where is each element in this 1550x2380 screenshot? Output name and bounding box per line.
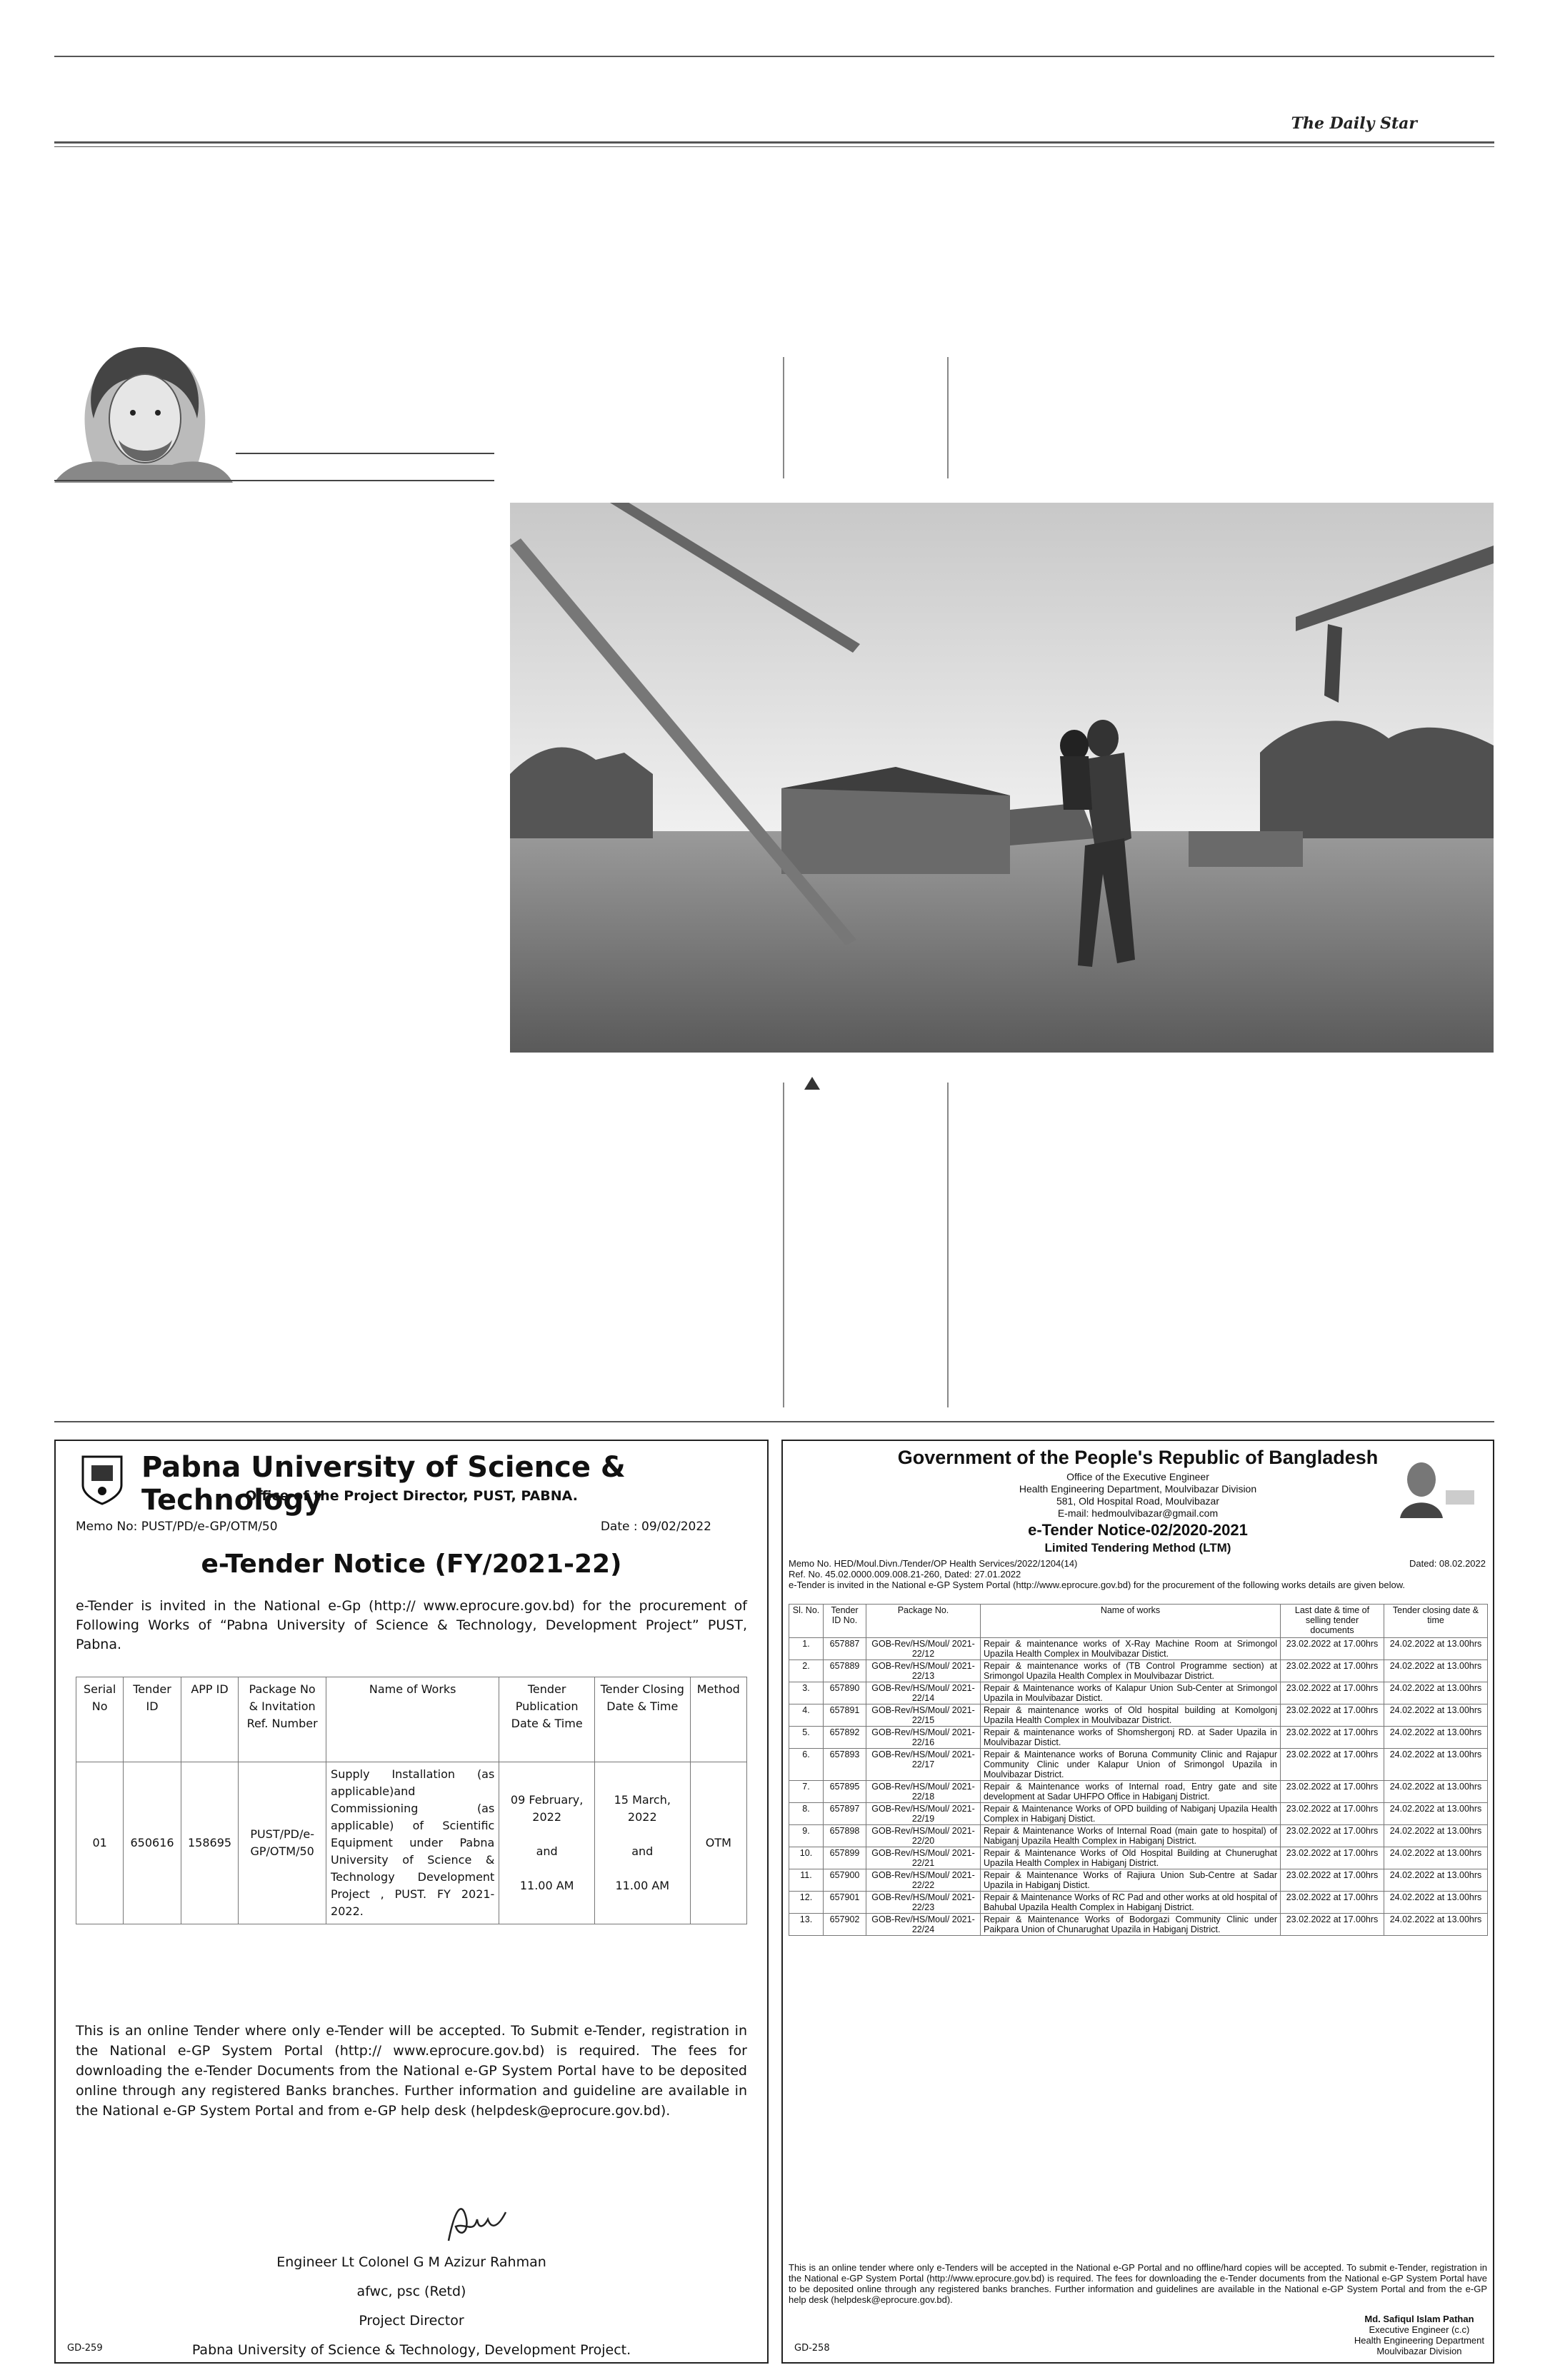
signatory-block: [56, 2248, 767, 2365]
signatory-title: Executive Engineer (c.c): [1369, 2324, 1470, 2335]
address-line: 581, Old Hospital Road, Moulvibazar: [1056, 1495, 1219, 1507]
cell-sl: 2.: [789, 1660, 824, 1682]
memo-date: Dated: 08.02.2022: [1409, 1558, 1486, 1569]
cell-close: 24.02.2022 at 13.00hrs: [1384, 1847, 1488, 1869]
cell-pkg: GOB-Rev/HS/Moul/ 2021-22/18: [866, 1781, 981, 1803]
cell-id: 657898: [824, 1825, 866, 1847]
cell-sl: 4.: [789, 1704, 824, 1727]
cell-sl: 7.: [789, 1781, 824, 1803]
byline-rule: [236, 453, 494, 454]
cell-work: Repair & Maintenance works of Kalapur Union Sub-Center at Srimongol Upazila in Moulvibazar Distict.: [981, 1682, 1281, 1704]
cell-work: Repair & maintenance works of (TB Control Programme section) at Srimongol Upazila Health Complex in Moulvibazar District.: [981, 1660, 1281, 1682]
cell-sl: 6.: [789, 1749, 824, 1781]
cell-id: 657890: [824, 1682, 866, 1704]
cell-pkg: GOB-Rev/HS/Moul/ 2021-22/19: [866, 1803, 981, 1825]
cell-id: 657887: [824, 1638, 866, 1660]
memo-number: Memo No. HED/Moul.Divn./Tender/OP Health Services/2022/1204(14): [789, 1558, 1078, 1569]
close-date: 15 March, 2022: [614, 1793, 671, 1824]
works-table: [789, 1604, 1488, 1936]
office-address: [783, 1471, 1493, 1520]
cell-work: Repair & Maintenance Works of OPD building of Nabiganj Upazila Health Complex in Habiganj Distict.: [981, 1803, 1281, 1825]
table-row: [789, 1704, 1488, 1727]
pub-time: 11.00 AM: [519, 1879, 574, 1892]
address-line: Health Engineering Department, Moulvibazar Division: [1019, 1483, 1257, 1495]
ad-code: GD-259: [67, 2343, 103, 2354]
cell-sl: 13.: [789, 1914, 824, 1936]
pub-and: and: [536, 1844, 558, 1858]
cell-pkg: GOB-Rev/HS/Moul/ 2021-22/13: [866, 1660, 981, 1682]
cell-work: Repair & Maintenance Works of Bodorgazi Community Clinic under Paikpara Union of Chunarughat Upazila in Habiganj District.: [981, 1914, 1281, 1936]
cell-sell: 23.02.2022 at 17.00hrs: [1281, 1727, 1384, 1749]
cell-work: Repair & Maintenance works of Internal road, Entry gate and site development at Sadar UHFPO Office in Habiganj District.: [981, 1781, 1281, 1803]
col-header: Sl. No.: [789, 1605, 824, 1638]
col-header: Name of Works: [326, 1677, 499, 1762]
cell-work: Repair & Maintenance Works of Old Hospital Building at Chunerughat Upazila Health Complex in Habiganj District.: [981, 1847, 1281, 1869]
cell-sl: 1.: [789, 1638, 824, 1660]
cell-serial: 01: [76, 1762, 124, 1924]
cell-pkg: GOB-Rev/HS/Moul/ 2021-22/16: [866, 1727, 981, 1749]
header-rule-thin: [54, 146, 1494, 147]
cell-sell: 23.02.2022 at 17.00hrs: [1281, 1682, 1384, 1704]
cell-sl: 8.: [789, 1803, 824, 1825]
cell-method: OTM: [690, 1762, 746, 1924]
address-line: E-mail: hedmoulvibazar@gmail.com: [1057, 1507, 1219, 1519]
close-and: and: [631, 1844, 654, 1858]
cell-sl: 10.: [789, 1847, 824, 1869]
cell-tender-id: 650616: [124, 1762, 181, 1924]
cell-id: 657900: [824, 1869, 866, 1892]
cell-closing: [594, 1762, 690, 1924]
signatory-name: Md. Safiqul Islam Pathan: [1364, 2314, 1474, 2324]
works-table-body: [789, 1638, 1488, 1936]
memo-number: Memo No: PUST/PD/e-GP/OTM/50: [76, 1520, 278, 1534]
cell-close: 24.02.2022 at 13.00hrs: [1384, 1660, 1488, 1682]
cell-sell: 23.02.2022 at 17.00hrs: [1281, 1781, 1384, 1803]
col-header: Tender Publication Date & Time: [499, 1677, 595, 1762]
cell-id: 657899: [824, 1847, 866, 1869]
cell-work: Repair & Maintenance Works of Internal Road (main gate to hospital) of Nabiganj Upazila Health Complex in Habiganj District.: [981, 1825, 1281, 1847]
cell-pkg: GOB-Rev/HS/Moul/ 2021-22/22: [866, 1869, 981, 1892]
cell-pkg: GOB-Rev/HS/Moul/ 2021-22/12: [866, 1638, 981, 1660]
table-row: [789, 1892, 1488, 1914]
cell-pkg: GOB-Rev/HS/Moul/ 2021-22/23: [866, 1892, 981, 1914]
cell-id: 657893: [824, 1749, 866, 1781]
cell-id: 657889: [824, 1660, 866, 1682]
pub-date: 09 February, 2022: [510, 1793, 584, 1824]
signature-mark: [434, 2198, 520, 2248]
cell-sell: 23.02.2022 at 17.00hrs: [1281, 1914, 1384, 1936]
cell-publication: [499, 1762, 595, 1924]
cell-sell: 23.02.2022 at 17.00hrs: [1281, 1847, 1384, 1869]
cell-work: Repair & maintenance works of Old hospital building at Komolgonj Upazila Health Complex in Moulvibazar District.: [981, 1704, 1281, 1727]
table-header-row: [76, 1677, 747, 1762]
table-row: [789, 1869, 1488, 1892]
notice-title: e-Tender Notice-02/2020-2021: [1028, 1521, 1248, 1539]
byline-rule-2: [54, 480, 494, 481]
cell-id: 657895: [824, 1781, 866, 1803]
ad-title: Pabna University of Science & Technology: [141, 1451, 626, 1517]
flood-photo: [510, 503, 1494, 1053]
table-row: [789, 1682, 1488, 1704]
caption-marker: [804, 1077, 820, 1090]
cell-pkg: GOB-Rev/HS/Moul/ 2021-22/14: [866, 1682, 981, 1704]
cell-close: 24.02.2022 at 13.00hrs: [1384, 1749, 1488, 1781]
notice-intro: e-Tender is invited in the National e-Gp (http:// www.eprocure.gov.bd) for the procurement of Following Works of “Pabna University of Science & Technology, Development Project” PUST, Pabna.: [76, 1598, 747, 1652]
memo-block: [789, 1558, 1487, 1590]
table-row: [789, 1825, 1488, 1847]
header-rule: [54, 141, 1494, 144]
table-row: [789, 1914, 1488, 1936]
col-header: Last date & time of selling tender documents: [1281, 1605, 1384, 1638]
cell-works: Supply Installation (as applicable)and Commissioning (as applicable) of Scientific Equipment under Pabna University of Science & Technology Development Project , PUST. FY 2021-2022.: [326, 1762, 499, 1924]
signatory-dept: Health Engineering Department: [1354, 2335, 1484, 2346]
table-row: [789, 1847, 1488, 1869]
cell-sl: 12.: [789, 1892, 824, 1914]
signatory-division: Moulvibazar Division: [1376, 2346, 1462, 2356]
cell-id: 657901: [824, 1892, 866, 1914]
signatory-org: Pabna University of Science & Technology, Development Project.: [191, 2342, 631, 2358]
ref-number: Ref. No. 45.02.0000.009.008.21-260, Dated: 27.01.2022: [789, 1569, 1021, 1580]
column-divider: [783, 357, 784, 478]
cell-pkg: GOB-Rev/HS/Moul/ 2021-22/17: [866, 1749, 981, 1781]
hed-tender-ad: [781, 1440, 1494, 2364]
col-header: Tender ID No.: [824, 1605, 866, 1638]
cell-id: 657897: [824, 1803, 866, 1825]
cell-sell: 23.02.2022 at 17.00hrs: [1281, 1825, 1384, 1847]
table-header-row: [789, 1605, 1488, 1638]
cell-close: 24.02.2022 at 13.00hrs: [1384, 1704, 1488, 1727]
cell-pkg: GOB-Rev/HS/Moul/ 2021-22/24: [866, 1914, 981, 1936]
cell-close: 24.02.2022 at 13.00hrs: [1384, 1682, 1488, 1704]
col-header: Package No.: [866, 1605, 981, 1638]
cell-close: 24.02.2022 at 13.00hrs: [1384, 1727, 1488, 1749]
cell-pkg: GOB-Rev/HS/Moul/ 2021-22/15: [866, 1704, 981, 1727]
col-header: Package No & Invitation Ref. Number: [239, 1677, 326, 1762]
cell-work: Repair & maintenance works of Shomshergonj RD. at Sader Upazila in Moulvibazar Distict.: [981, 1727, 1281, 1749]
notice-body: This is an online tender where only e-Tenders will be accepted in the National e-GP Portal and no offline/hard copies will be accepted. To submit e-Tender, registration in the National e-GP System Portal (http://www.eprocure.gov.bd) is required. The fees for downloading the e-Tender documents from the National e-GP System Portal have to be deposited online through any registered banks branches. Further information and guidelines are available in the National e-GP System Portal and from the e-GP help desk (helpdesk@eprocure.gov.bd).: [789, 2262, 1487, 2305]
close-time: 11.00 AM: [615, 1879, 670, 1892]
top-rule: [54, 56, 1494, 57]
ad-subtitle: Office of the Project Director, PUST, PABNA.: [245, 1488, 578, 1504]
cell-sl: 9.: [789, 1825, 824, 1847]
columnist-portrait: [54, 333, 233, 483]
cell-work: Repair & Maintenance works of Boruna Community Clinic and Rajapur Community Clinic under Kalapur Union of Srimongol Upazila in Moulvibazar District.: [981, 1749, 1281, 1781]
cell-sell: 23.02.2022 at 17.00hrs: [1281, 1749, 1384, 1781]
col-header: Method: [690, 1677, 746, 1762]
table-row: [789, 1781, 1488, 1803]
table-row: [789, 1660, 1488, 1682]
column-divider: [947, 357, 949, 478]
signatory-name: Engineer Lt Colonel G M Azizur Rahman: [276, 2254, 546, 2270]
ad-title: Government of the People's Republic of Bangladesh: [897, 1447, 1379, 1468]
cell-id: 657902: [824, 1914, 866, 1936]
signatory-title: Project Director: [359, 2313, 464, 2329]
table-row: [789, 1803, 1488, 1825]
section-rule: [54, 1421, 1494, 1422]
masthead: The Daily Star: [1291, 114, 1417, 133]
cell-work: Repair & maintenance works of X-Ray Machine Room at Srimongol Upazila Health Complex in Moulvibazar Distict.: [981, 1638, 1281, 1660]
column-divider: [947, 1083, 949, 1407]
cell-work: Repair & Maintenance Works of RC Pad and other works at old hospital of Bahubal Upazila Health Complex in Habiganj District.: [981, 1892, 1281, 1914]
cell-sell: 23.02.2022 at 17.00hrs: [1281, 1803, 1384, 1825]
cell-id: 657891: [824, 1704, 866, 1727]
cell-sell: 23.02.2022 at 17.00hrs: [1281, 1704, 1384, 1727]
col-header: Serial No: [76, 1677, 124, 1762]
cell-close: 24.02.2022 at 13.00hrs: [1384, 1825, 1488, 1847]
notice-title: e-Tender Notice (FY/2021-22): [201, 1550, 622, 1579]
col-header: Tender Closing Date & Time: [594, 1677, 690, 1762]
address-line: Office of the Executive Engineer: [1066, 1471, 1209, 1482]
cell-sell: 23.02.2022 at 17.00hrs: [1281, 1638, 1384, 1660]
tender-method: Limited Tendering Method (LTM): [1044, 1541, 1231, 1555]
cell-close: 24.02.2022 at 13.00hrs: [1384, 1638, 1488, 1660]
cell-id: 657892: [824, 1727, 866, 1749]
cell-sell: 23.02.2022 at 17.00hrs: [1281, 1660, 1384, 1682]
col-header: Tender ID: [124, 1677, 181, 1762]
tender-table: [76, 1677, 747, 1924]
cell-work: Repair & Maintenance Works of Rajiura Union Sub-Centre at Sadar Upazila in Habiganj Distict.: [981, 1869, 1281, 1892]
col-header: Tender closing date & time: [1384, 1605, 1488, 1638]
notice-body: This is an online Tender where only e-Tender will be accepted. To Submit e-Tender, registration in the National e-GP System Portal (http:// www.eprocure.gov.bd) is required. The fees for downloading the e-Tender Documents from the National e-GP System Portal have to be deposited online through any registered Banks branches. Further information and guideline are available in the National e-GP System Portal and from e-GP help desk (helpdesk@eprocure.gov.bd).: [76, 2023, 747, 2119]
cell-package: PUST/PD/e-GP/OTM/50: [239, 1762, 326, 1924]
table-row: [76, 1762, 747, 1924]
signatory-block: [1354, 2314, 1484, 2356]
notice-intro: e-Tender is invited in the National e-GP System Portal (http://www.eprocure.gov.bd) for the procurement of the following works details are given below.: [789, 1580, 1406, 1590]
cell-close: 24.02.2022 at 13.00hrs: [1384, 1781, 1488, 1803]
cell-close: 24.02.2022 at 13.00hrs: [1384, 1892, 1488, 1914]
table-row: [789, 1749, 1488, 1781]
table-row: [789, 1727, 1488, 1749]
cell-sl: 11.: [789, 1869, 824, 1892]
cell-sl: 3.: [789, 1682, 824, 1704]
ad-code: GD-258: [794, 2343, 830, 2354]
cell-sl: 5.: [789, 1727, 824, 1749]
col-header: APP ID: [181, 1677, 238, 1762]
cell-close: 24.02.2022 at 13.00hrs: [1384, 1869, 1488, 1892]
column-divider: [783, 1083, 784, 1407]
table-row: [789, 1638, 1488, 1660]
cell-app-id: 158695: [181, 1762, 238, 1924]
memo-date: Date : 09/02/2022: [600, 1520, 711, 1534]
signatory-rank: afwc, psc (Retd): [356, 2284, 466, 2299]
cell-sell: 23.02.2022 at 17.00hrs: [1281, 1869, 1384, 1892]
cell-close: 24.02.2022 at 13.00hrs: [1384, 1803, 1488, 1825]
cell-pkg: GOB-Rev/HS/Moul/ 2021-22/20: [866, 1825, 981, 1847]
cell-pkg: GOB-Rev/HS/Moul/ 2021-22/21: [866, 1847, 981, 1869]
cell-close: 24.02.2022 at 13.00hrs: [1384, 1914, 1488, 1936]
col-header: Name of works: [981, 1605, 1281, 1638]
cell-sell: 23.02.2022 at 17.00hrs: [1281, 1892, 1384, 1914]
pust-tender-ad: [54, 1440, 769, 2364]
